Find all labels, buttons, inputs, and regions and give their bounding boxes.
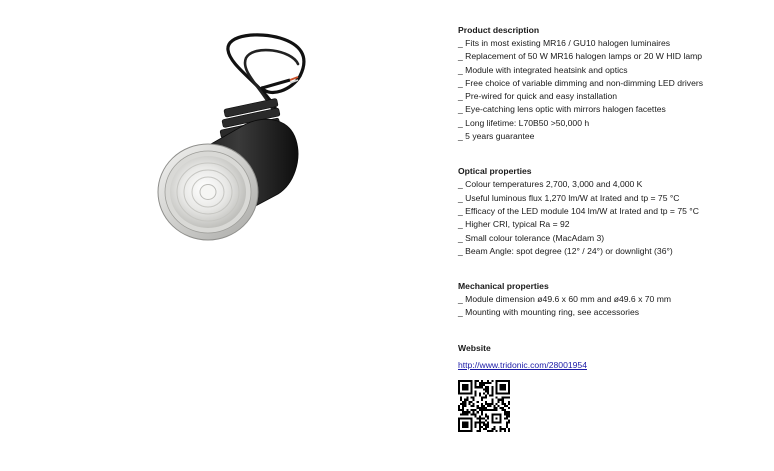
list-item: _ Module dimension ø49.6 x 60 mm and ø49.6 x 70 mm [458, 293, 768, 306]
list-item: _ Replacement of 50 W MR16 halogen lamps or 20 W HID lamp [458, 50, 768, 63]
qr-code [458, 380, 510, 432]
section-title: Mechanical properties [458, 281, 549, 292]
list-item: _ Eye-catching lens optic with mirrors halogen facettes [458, 103, 768, 116]
product-description-list [458, 37, 768, 143]
section-title: Optical properties [458, 166, 532, 177]
product-description-section [458, 24, 768, 143]
website-link[interactable]: http://www.tridonic.com/28001954 [458, 359, 587, 370]
website-section [458, 342, 768, 373]
list-item: _ Higher CRI, typical Ra = 92 [458, 218, 768, 231]
section-title: Website [458, 342, 491, 353]
list-item: _ Fits in most existing MR16 / GU10 halogen luminaires [458, 37, 768, 50]
list-item: _ Long lifetime: L70B50 >50,000 h [458, 117, 768, 130]
list-item: _ Colour temperatures 2,700, 3,000 and 4,000 K [458, 178, 768, 191]
optical-properties-list [458, 178, 768, 258]
list-item: _ Small colour tolerance (MacAdam 3) [458, 232, 768, 245]
optical-properties-section [458, 165, 768, 258]
product-info [458, 24, 768, 395]
list-item: _ Module with integrated heatsink and optics [458, 64, 768, 77]
mechanical-properties-list [458, 293, 768, 320]
list-item: _ Mounting with mounting ring, see accessories [458, 306, 768, 319]
section-title: Product description [458, 25, 540, 35]
list-item: _ Useful luminous flux 1,270 lm/W at Irated and tp = 75 °C [458, 192, 768, 205]
list-item: _ Efficacy of the LED module 104 lm/W at Irated and tp = 75 °C [458, 205, 768, 218]
list-item: _ Free choice of variable dimming and non-dimming LED drivers [458, 77, 768, 90]
list-item: _ Pre-wired for quick and easy installation [458, 90, 768, 103]
list-item: _ Beam Angle: spot degree (12° / 24°) or downlight (36°) [458, 245, 768, 258]
mechanical-properties-section [458, 280, 768, 320]
product-image [150, 28, 320, 268]
list-item: _ 5 years guarantee [458, 130, 768, 143]
